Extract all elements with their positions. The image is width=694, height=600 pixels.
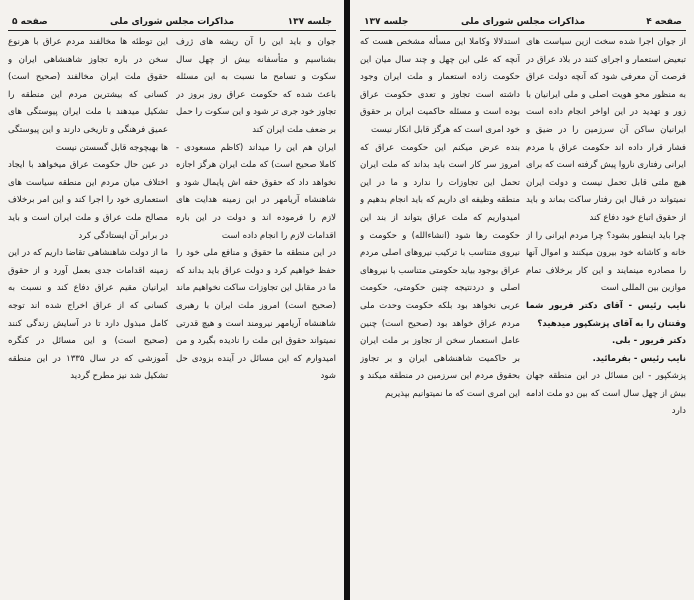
speaker-line: دکتر فریور - بلی. <box>611 336 686 347</box>
running-title: مذاکرات مجلس شورای ملی <box>109 17 235 27</box>
paragraph: از جوان اجرا شده سخت ازین سیاست های تبعیض استعمار و اجرای کنند در بلاد عراق در فرصت آن معرفی شود که آنچه دولت عراق به منظور محو هویت اصلی و ملی ایرانیان با زور و تهدید در این اواخر انجام داده است ایرانیان ساکن آن سرزمین را در ضیق و فشار قرار داده اند حکومت عراق با مردم ایرانی رفتاری ناروا پیش گرفته است که برای هیچ ملتی قابل تحمل نیست و دولت ایران نمیتواند در قبال این رفتار ساکت بماند و باید از حقوق اتباع خود دفاع کند <box>526 37 686 223</box>
paragraph: ایران هم این را میداند (کاظم مسعودی - کاملا صحیح است) که ملت ایران هرگز اجازه نخواهد داد که حقوق حقه اش پایمال شود و شاهنشاه آریامهر در این زمینه هدایت های لازم را فرموده اند و دولت در این باره اقدامات لازم را انجام داده است <box>176 142 336 241</box>
paragraph: چرا باید اینطور بشود؟ چرا مردم ایرانی را از خانه و کاشانه خود بیرون میکنند و اموال آنها را مصادره مینمایند و این کار برخلاف تمام موازین بین المللی است <box>526 230 686 294</box>
paragraph: بنده عرض میکنم این حکومت عراق که امروز سر کار است باید بداند که ملت ایران تحمل این تجاوزات را ندارد و ما در این منطقه وظیفه ای داریم که باید انجام بدهیم و امیدواریم که ملت عراق بتواند از بند این حکومت رها شود (انشاءالله) و حکومت و نیروی متناسب با ترکیب نیروهای اصلی مردم عراق بوجود بیاید حکومتی متناسب با نیروهای اصلی و دردنتیجه چنین حکومتی، حکومت عربی نخواهد بود بلکه حکومت وحدت ملی مردم عراق خواهد بود (صحیح است) چنین عامل استعمار سخن از تجاوز بر ملت ایران بر حاکمیت شاهنشاهی ایران و بر تجاوز بحقوق مردم این سرزمین در منطقه میکند و این امری است که ما نمیتوانیم بپذیریم <box>360 142 520 399</box>
paragraph: جوان و باید این را آن ریشه های ژرف بشناسیم و متأسفانه بیش از چهل سال سکوت و تسامح ما نسبت به این مسئله باعث شده که حکومت عراق روز بروز در تجاوز خود جری تر شود و این سکوت را حمل بر ضعف ملت ایران کند <box>176 37 336 135</box>
paragraph: در این منطقه ما حقوق و منافع ملی خود را حفظ خواهیم کرد و دولت عراق باید بداند که ما در مقابل این تجاوزات ساکت نخواهیم ماند (صحیح است) امروز ملت ایران با رهبری شاهنشاه آریامهر نیرومند است و هیچ قدرتی نمیتواند حقوق این ملت را نادیده بگیرد و من امیدوارم که این مسائل در آینده بزودی حل شود <box>176 248 336 382</box>
session-number: جلسه ۱۳۷ <box>364 17 409 27</box>
text-column-left <box>360 34 520 594</box>
text-column-right <box>176 34 336 594</box>
paragraph: این توطئه ها مخالفند مردم عراق با هرنوع سخن در باره تجاوز شاهنشاهی ایران و حقوق ملت ایران مخالفند (صحیح است) کسانی که بیشترین مردم این منطقه را تشکیل میدهند با ملت ایران پیوستگی های عمیق فرهنگی و تاریخی دارند و این پیوستگی ها بهیچوجه قابل گسستن نیست <box>8 37 168 153</box>
speaker-line: نایب رئیس - آقای دکتر فریور شما وقتتان را به آقای پزشکپور میدهید؟ <box>526 300 686 329</box>
page-header <box>360 16 686 31</box>
right-page <box>352 0 694 600</box>
text-column-right <box>526 34 686 594</box>
session-number: جلسه ۱۳۷ <box>287 17 332 27</box>
running-title: مذاکرات مجلس شورای ملی <box>460 17 586 27</box>
paragraph: در عین حال حکومت عراق میخواهد با ایجاد اختلاف میان مردم این منطقه سیاست های استعماری خود را اجرا کند و این امر برخلاف مصالح ملت عراق و ملت ایران است و باید در برابر آن ایستادگی کرد <box>8 160 168 241</box>
left-page <box>0 0 344 600</box>
page-gutter-divider <box>344 0 350 600</box>
speaker-line: نایب رئیس - بفرمائید. <box>592 353 686 364</box>
text-column-left <box>8 34 168 594</box>
paragraph: ما از دولت شاهنشاهی تقاضا داریم که در این زمینه اقدامات جدی بعمل آورد و از حقوق ایرانیان مقیم عراق دفاع کند و نسبت به کسانی که از عراق اخراج شده اند توجه کامل مبذول دارد تا در آسایش زندگی کنند (صحیح است) و این مسائل در کنگره آموزشی که در سال ۱۳۳۵ در این منطقه تشکیل شد نیز مطرح گردید <box>8 248 168 382</box>
paragraph: استدلالا وکاملا این مسأله مشخص هست که آنچه که علی این چهل و چند سال میان این حکومت زاده استعمار و ملت ایران وجود داشته است تجاوز و تعدی حکومت عراق بوده است و مسئله حاکمیت ایران بر حقوق خود امری است که هرگز قابل انکار نیست <box>360 37 520 135</box>
page-number: صفحه ۴ <box>646 17 682 27</box>
page-number: صفحه ۵ <box>12 17 48 27</box>
page-header <box>8 16 336 31</box>
paragraph: پزشکپور - این مسائل در این منطقه جهان بیش از چهل سال است که بین دو ملت ادامه دارد <box>526 371 686 417</box>
